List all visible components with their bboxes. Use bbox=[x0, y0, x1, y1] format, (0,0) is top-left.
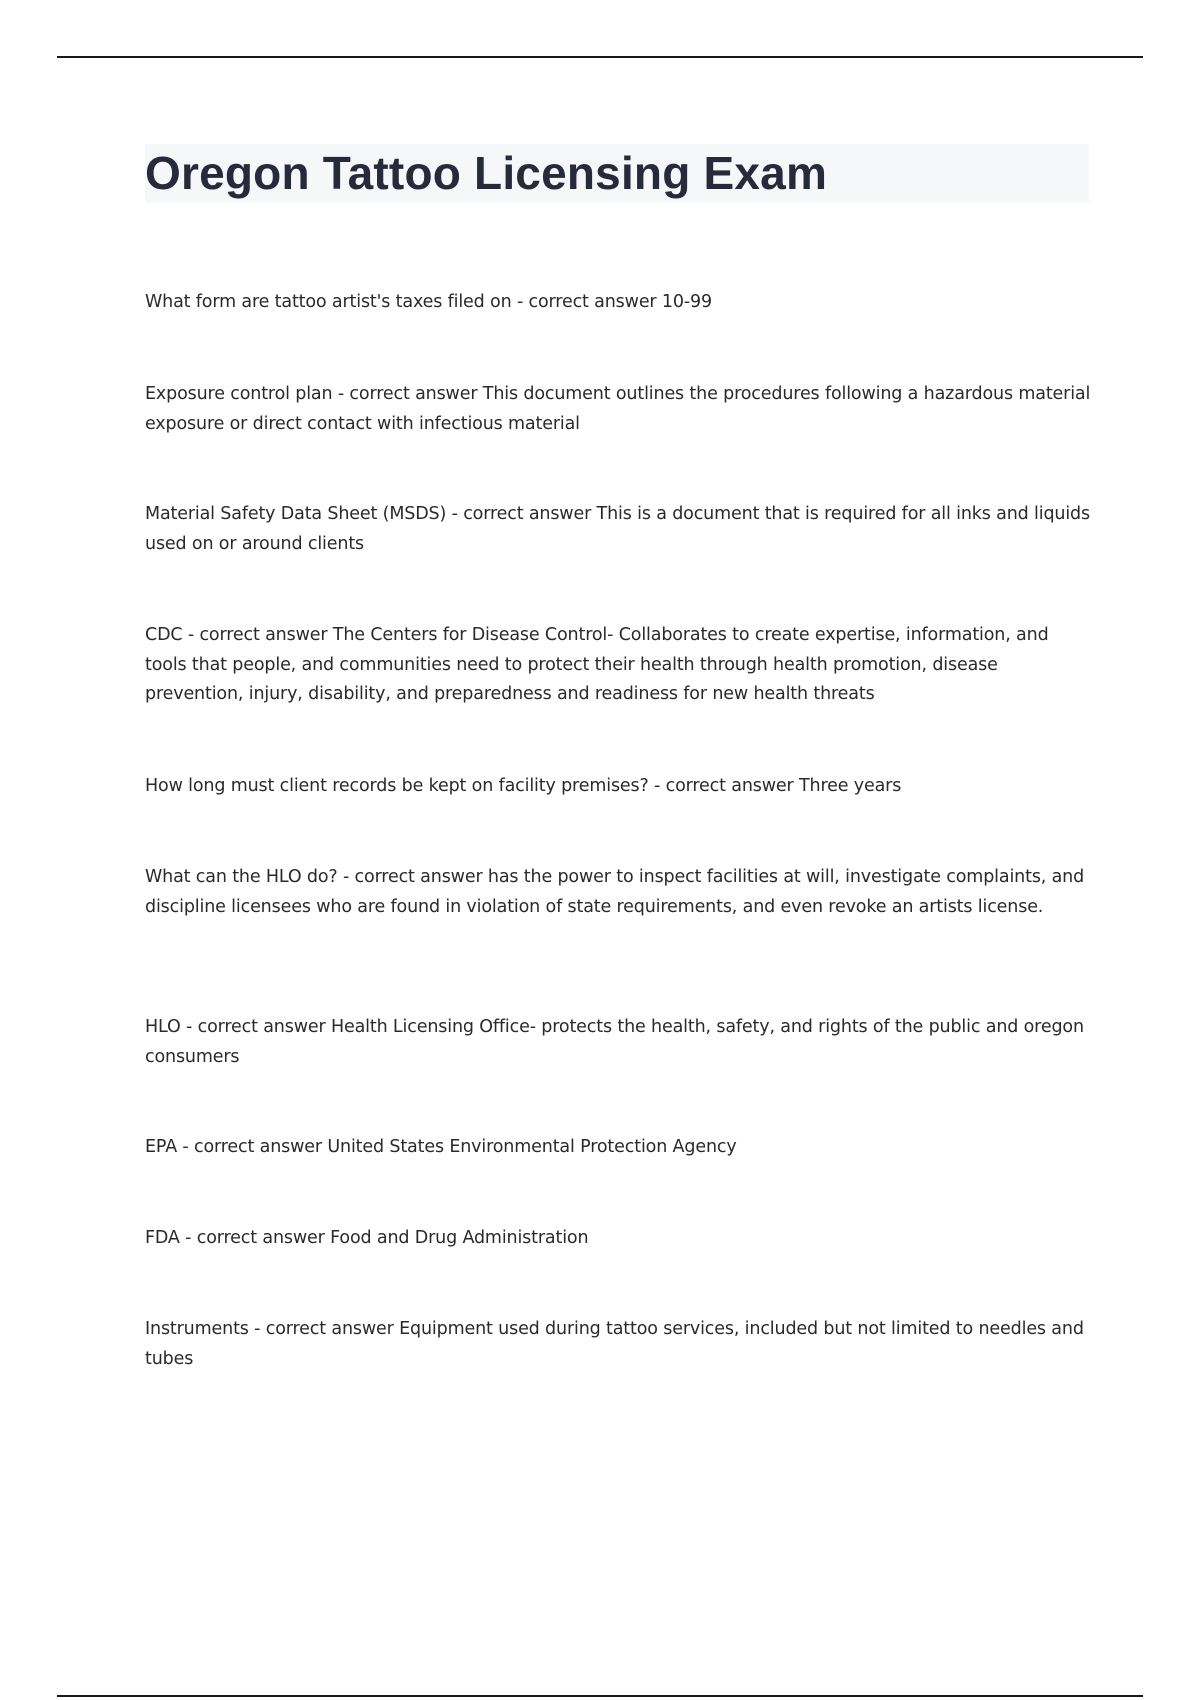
qa-item-exposure-control-plan: Exposure control plan - correct answer This document outlines the procedures following a hazardous material exposure or direct contact with infectious material bbox=[145, 384, 1091, 434]
qa-item-cdc: CDC - correct answer The Centers for Disease Control- Collaborates to create expertise, information, and tools that people, and communities need to protect their health through health promotion, disease prevention, injury, disability, and preparedness and readiness for new health threats bbox=[145, 625, 1049, 704]
bottom-rule bbox=[57, 1695, 1143, 1697]
qa-item-hlo: HLO - correct answer Health Licensing Office- protects the health, safety, and rights of the public and oregon consumers bbox=[145, 1017, 1084, 1067]
qa-item-instruments: Instruments - correct answer Equipment used during tattoo services, included but not limited to needles and tubes bbox=[145, 1319, 1084, 1369]
document-title: Oregon Tattoo Licensing Exam bbox=[145, 147, 828, 199]
qa-item-fda: FDA - correct answer Food and Drug Administration bbox=[145, 1228, 589, 1248]
qa-item-epa: EPA - correct answer United States Environmental Protection Agency bbox=[145, 1137, 737, 1157]
qa-item-hlo-powers: What can the HLO do? - correct answer has the power to inspect facilities at will, investigate complaints, and discipline licensees who are found in violation of state requirements, and even revoke an artists license. bbox=[145, 867, 1085, 917]
qa-item-client-records: How long must client records be kept on facility premises? - correct answer Three years bbox=[145, 776, 902, 796]
top-rule bbox=[57, 56, 1143, 58]
qa-item-msds: Material Safety Data Sheet (MSDS) - correct answer This is a document that is required for all inks and liquids used on or around clients bbox=[145, 504, 1090, 554]
qa-item-taxes-form: What form are tattoo artist's taxes filed on - correct answer 10-99 bbox=[145, 292, 712, 312]
